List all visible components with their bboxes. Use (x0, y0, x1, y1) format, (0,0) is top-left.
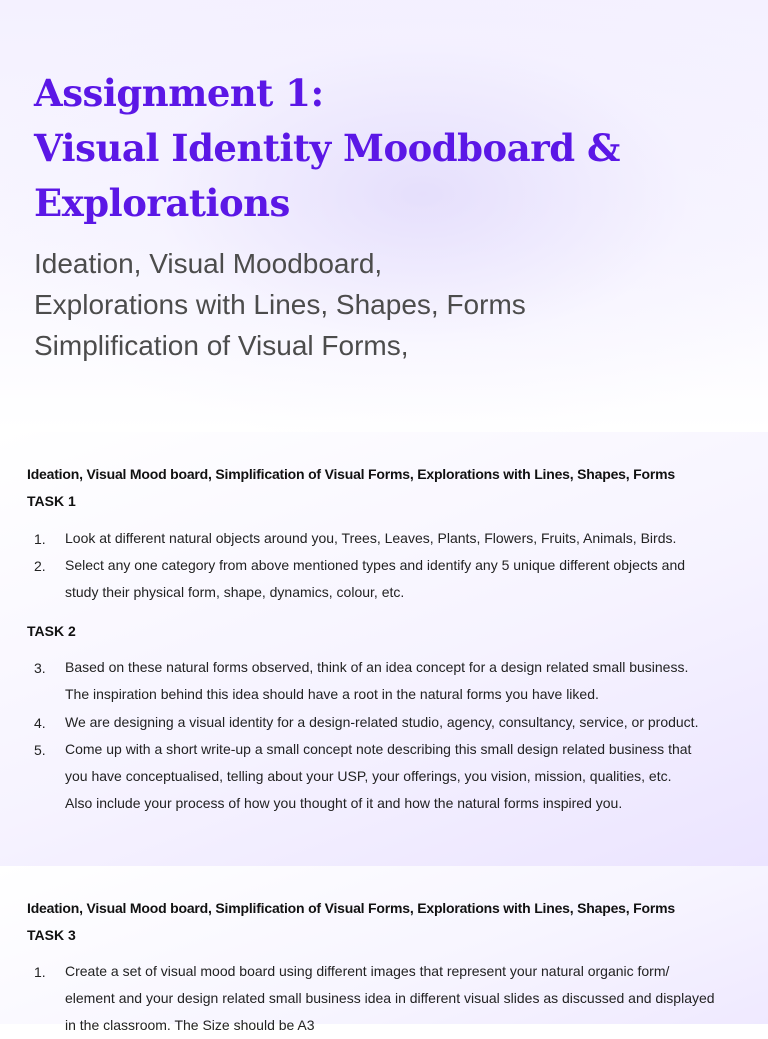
list-text: Create a set of visual mood board using different images that represent your natural organic form/ (65, 963, 670, 979)
list-text: element and your design related small business idea in different visual slides as discussed and displayed (65, 990, 715, 1006)
section-heading: Ideation, Visual Mood board, Simplification of Visual Forms, Explorations with Lines, Shapes, Forms (27, 900, 675, 916)
list-number: 2. (34, 558, 46, 574)
title-slide (0, 0, 768, 432)
list-text: Select any one category from above mentioned types and identify any 5 unique different objects and (65, 557, 686, 573)
tasks-slide-1 (0, 432, 768, 866)
subtitle-line-2: Explorations with Lines, Shapes, Forms (34, 289, 526, 320)
tasks-slide-2 (0, 866, 768, 1033)
task-2-label: TASK 2 (27, 623, 76, 639)
list-text: Come up with a short write-up a small concept note describing this small design related business that (65, 741, 692, 757)
assignment-subtitle (34, 243, 526, 366)
title-line-2: Visual Identity Moodboard & (34, 126, 620, 170)
list-text: The inspiration behind this idea should have a root in the natural forms you have liked. (65, 686, 599, 702)
list-number: 3. (34, 660, 46, 676)
list-text: study their physical form, shape, dynamics, colour, etc. (65, 584, 405, 600)
title-line-3: Explorations (34, 181, 290, 225)
list-text: you have conceptualised, telling about your USP, your offerings, you vision, mission, qualities, etc. (65, 768, 672, 784)
assignment-title (34, 66, 620, 231)
list-text: Look at different natural objects around you, Trees, Leaves, Plants, Flowers, Fruits, Animals, Birds. (65, 530, 677, 546)
title-line-1: Assignment 1: (34, 71, 324, 115)
subtitle-line-1: Ideation, Visual Moodboard, (34, 248, 383, 279)
section-heading: Ideation, Visual Mood board, Simplification of Visual Forms, Explorations with Lines, Shapes, Forms (27, 466, 675, 482)
list-text: Based on these natural forms observed, think of an idea concept for a design related small business. (65, 659, 689, 675)
list-number: 1. (34, 964, 46, 980)
subtitle-line-3: Simplification of Visual Forms, (34, 330, 409, 361)
list-text: in the classroom. The Size should be A3 (65, 1017, 315, 1033)
list-number: 1. (34, 531, 46, 547)
list-text: Also include your process of how you thought of it and how the natural forms inspired you. (65, 795, 623, 811)
list-number: 4. (34, 715, 46, 731)
task-3-label: TASK 3 (27, 927, 76, 943)
list-text: We are designing a visual identity for a design-related studio, agency, consultancy, service, or product. (65, 714, 699, 730)
task-1-label: TASK 1 (27, 493, 76, 509)
list-number: 5. (34, 742, 46, 758)
